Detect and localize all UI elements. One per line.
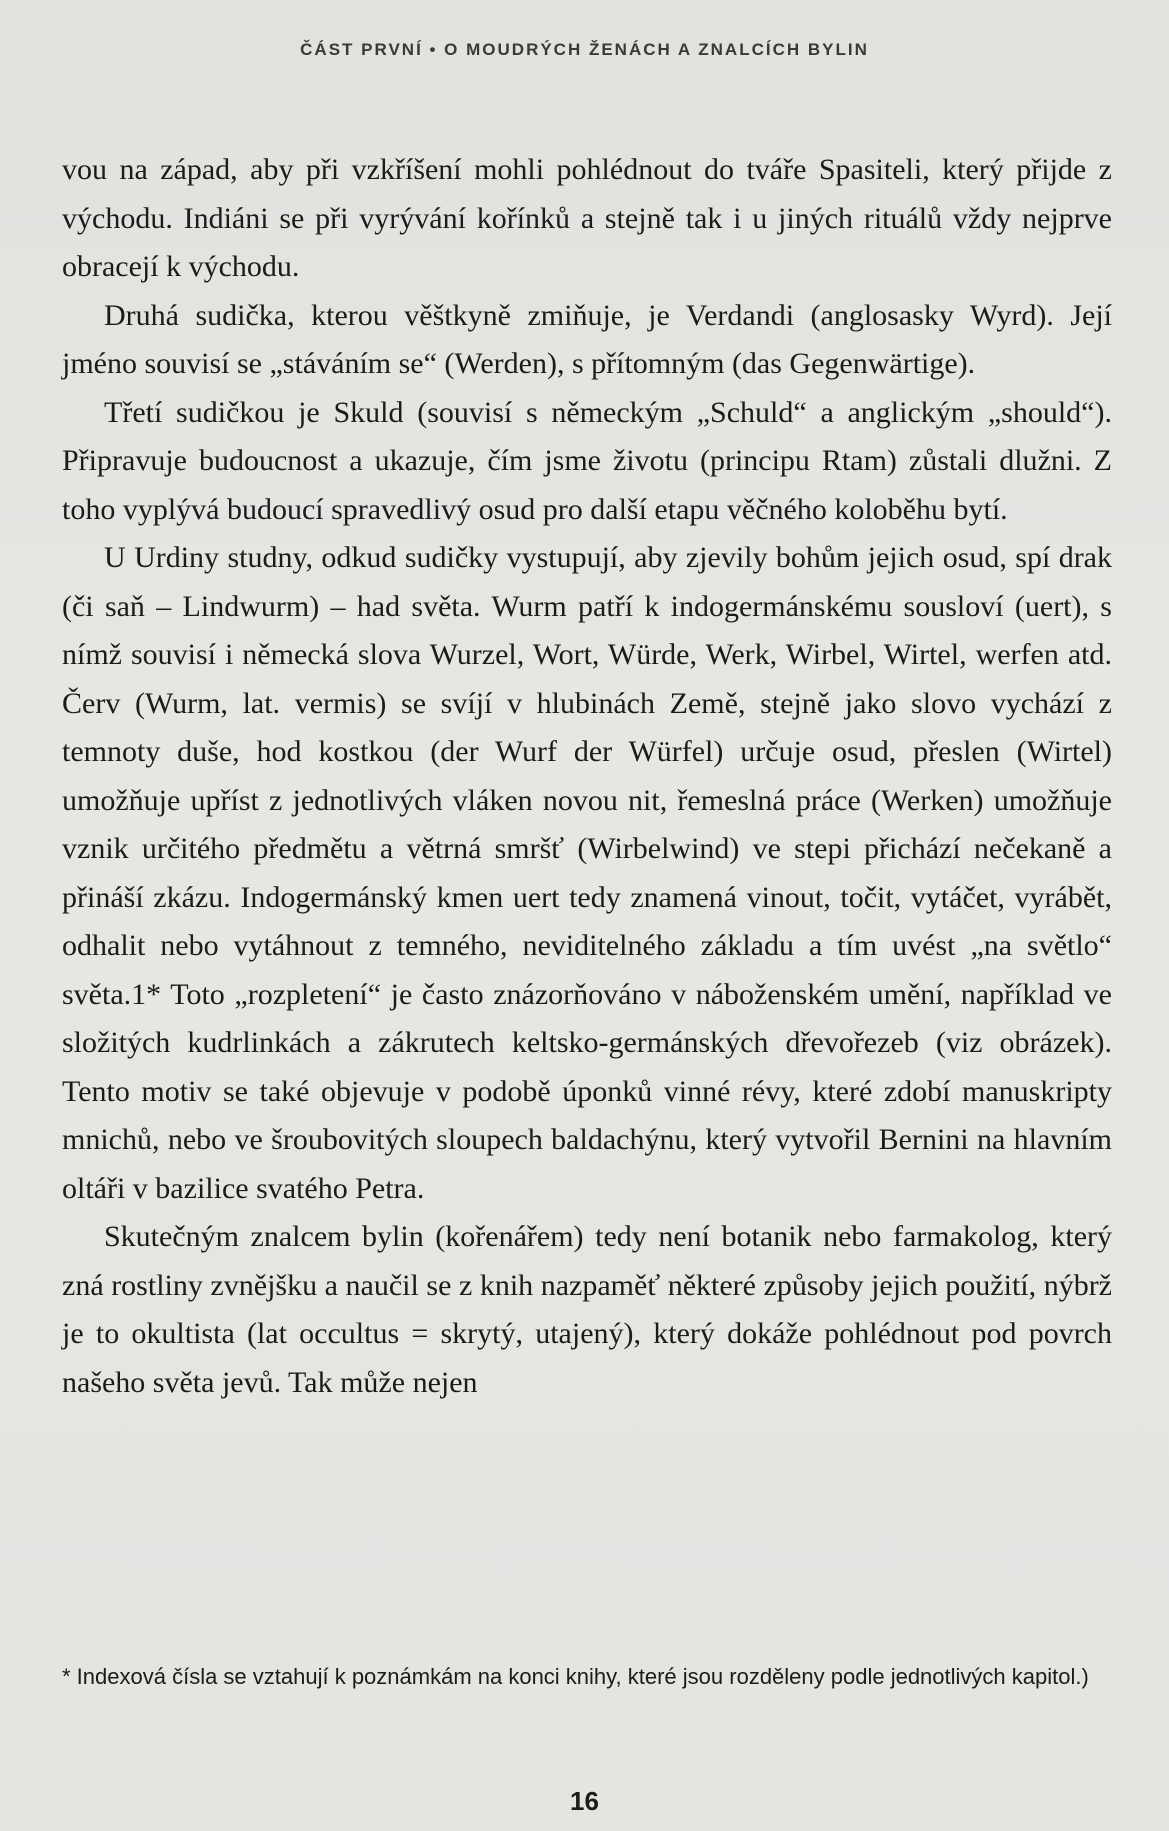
paragraph: Skutečným znalcem bylin (kořenářem) tedy není botanik nebo farmakolog, který zná rostliny zvnějšku a naučil se z knih nazpaměť některé způsoby jejich použití, nýbrž je to okultista (lat occultus = skrytý, utajený), který dokáže pohlédnout pod povrch našeho světa jevů. Tak může nejen — [62, 1220, 1112, 1399]
paragraph: Třetí sudičkou je Skuld (souvisí s německým „Schuld“ a anglickým „should“). Připravuje budoucnost a ukazuje, čím jsme životu (principu Rtam) zůstali dlužni. Z toho vyplývá budoucí spravedlivý osud pro další etapu věčného koloběhu bytí. — [62, 395, 1112, 526]
paragraph: Druhá sudička, kterou věštkyně zmiňuje, je Verdandi (anglosasky Wyrd). Její jméno souvisí se „stáváním se“ (Werden), s přítomným (das Gegenwärtige). — [62, 298, 1112, 380]
footnote: * Indexová čísla se vztahují k poznámkám na konci knihy, které jsou rozděleny podle jednotlivých kapitol.) — [62, 1664, 1089, 1689]
paragraph: vou na západ, aby při vzkříšení mohli pohlédnout do tváře Spasiteli, který přijde z východu. Indiáni se při vyrývání kořínků a stejně tak i u jiných rituálů vždy nejprve obracejí k východu. — [62, 153, 1112, 283]
page-number: 16 — [570, 1786, 599, 1816]
paragraph: U Urdiny studny, odkud sudičky vystupují, aby zjevily bohům jejich osud, spí drak (či saň – Lindwurm) – had světa. Wurm patří k indogermánskému sousloví (uert), s nímž souvisí i německá slova Wurzel, Wort, Würde, Werk, Wirbel, Wirtel, werfen atd. Červ (Wurm, lat. vermis) se svíjí v hlubinách Země, stejně jako slovo vychází z temnoty duše, hod kostkou (der Wurf der Würfel) určuje osud, přeslen (Wirtel) umožňuje upříst z jednotlivých vláken novou nit, řemeslná práce (Werken) umožňuje vznik určitého předmětu a větrná smršť (Wirbelwind) ve stepi přichází nečekaně a přináší zkázu. Indogermánský kmen uert tedy znamená vinout, točit, vytáčet, vyrábět, odhalit nebo vytáhnout z temného, neviditelného základu a tím uvést „na světlo“ světa.1* Toto „rozpletení“ je často znázorňováno v náboženském umění, například ve složitých kudrlinkách a zákrutech keltsko-germánských dřevořezeb (viz obrázek). Tento motiv se také objevuje v podobě úponků vinné révy, které zdobí manuskripty mnichů, nebo ve šroubovitých sloupech baldachýnu, který vytvořil Bernini na hlavním oltáři v bazilice svatého Petra. — [62, 541, 1112, 1205]
running-header: ČÁST PRVNÍ • O MOUDRÝCH ŽENÁCH A ZNALCÍCH BYLIN — [300, 40, 869, 59]
main-text — [62, 146, 1112, 1407]
